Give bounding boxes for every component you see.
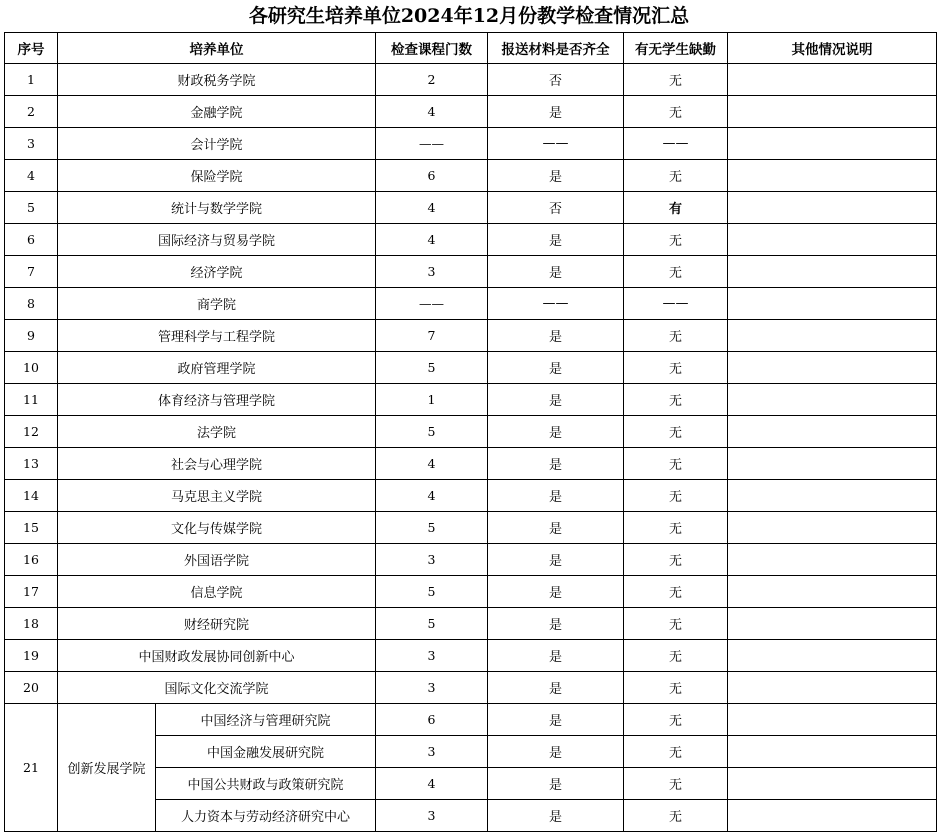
row-index: 8 xyxy=(5,288,58,320)
unit-name: 外国语学院 xyxy=(58,544,376,576)
student-absence: 无 xyxy=(624,320,728,352)
other-notes xyxy=(728,416,937,448)
other-notes xyxy=(728,480,937,512)
other-notes xyxy=(728,672,937,704)
other-notes xyxy=(728,96,937,128)
unit-name: 社会与心理学院 xyxy=(58,448,376,480)
unit-name: 马克思主义学院 xyxy=(58,480,376,512)
sub-unit-name: 中国金融发展研究院 xyxy=(156,736,376,768)
student-absence: —— xyxy=(624,128,728,160)
materials-complete: —— xyxy=(488,288,624,320)
course-count: 5 xyxy=(376,512,488,544)
table-row xyxy=(5,256,937,288)
other-notes xyxy=(728,608,937,640)
unit-name: 商学院 xyxy=(58,288,376,320)
student-absence: —— xyxy=(624,288,728,320)
course-count: 6 xyxy=(376,160,488,192)
student-absence: 无 xyxy=(624,768,728,800)
row-index: 14 xyxy=(5,480,58,512)
table-row xyxy=(5,672,937,704)
table-row xyxy=(5,576,937,608)
materials-complete: 是 xyxy=(488,448,624,480)
other-notes xyxy=(728,160,937,192)
row-index: 5 xyxy=(5,192,58,224)
course-count: —— xyxy=(376,288,488,320)
other-notes xyxy=(728,512,937,544)
materials-complete: 是 xyxy=(488,224,624,256)
row-index: 7 xyxy=(5,256,58,288)
row-index: 17 xyxy=(5,576,58,608)
unit-name: 文化与传媒学院 xyxy=(58,512,376,544)
course-count: 3 xyxy=(376,544,488,576)
unit-name: 金融学院 xyxy=(58,96,376,128)
row-index: 9 xyxy=(5,320,58,352)
student-absence: 无 xyxy=(624,384,728,416)
course-count: 3 xyxy=(376,256,488,288)
unit-name: 国际经济与贸易学院 xyxy=(58,224,376,256)
unit-name: 中国财政发展协同创新中心 xyxy=(58,640,376,672)
other-notes xyxy=(728,576,937,608)
table-row xyxy=(5,384,937,416)
table-body xyxy=(5,64,937,832)
table-row xyxy=(5,352,937,384)
student-absence: 无 xyxy=(624,480,728,512)
other-notes xyxy=(728,544,937,576)
course-count: 3 xyxy=(376,672,488,704)
materials-complete: 是 xyxy=(488,576,624,608)
row-index: 4 xyxy=(5,160,58,192)
row-index: 16 xyxy=(5,544,58,576)
student-absence: 无 xyxy=(624,448,728,480)
table-row xyxy=(5,224,937,256)
course-count: 4 xyxy=(376,192,488,224)
student-absence: 无 xyxy=(624,640,728,672)
row-index: 10 xyxy=(5,352,58,384)
course-count: 1 xyxy=(376,384,488,416)
other-notes xyxy=(728,224,937,256)
materials-complete: 是 xyxy=(488,640,624,672)
table-header-row xyxy=(5,33,937,64)
course-count: 3 xyxy=(376,640,488,672)
table-row xyxy=(5,160,937,192)
student-absence: 无 xyxy=(624,576,728,608)
header-index: 序号 xyxy=(5,33,58,64)
other-notes xyxy=(728,640,937,672)
unit-name: 法学院 xyxy=(58,416,376,448)
table-row xyxy=(5,544,937,576)
table-row xyxy=(5,512,937,544)
sub-unit-name: 中国经济与管理研究院 xyxy=(156,704,376,736)
materials-complete: 是 xyxy=(488,736,624,768)
materials-complete: 是 xyxy=(488,96,624,128)
table-row xyxy=(5,128,937,160)
table-row xyxy=(5,704,937,736)
other-notes xyxy=(728,128,937,160)
table-row xyxy=(5,608,937,640)
course-count: 5 xyxy=(376,608,488,640)
sub-unit-name: 中国公共财政与政策研究院 xyxy=(156,768,376,800)
student-absence: 无 xyxy=(624,224,728,256)
student-absence: 无 xyxy=(624,704,728,736)
row-index: 13 xyxy=(5,448,58,480)
unit-name: 体育经济与管理学院 xyxy=(58,384,376,416)
course-count: 5 xyxy=(376,352,488,384)
course-count: 5 xyxy=(376,576,488,608)
materials-complete: 是 xyxy=(488,672,624,704)
unit-name: 国际文化交流学院 xyxy=(58,672,376,704)
materials-complete: —— xyxy=(488,128,624,160)
row-index: 15 xyxy=(5,512,58,544)
materials-complete: 是 xyxy=(488,544,624,576)
materials-complete: 是 xyxy=(488,352,624,384)
header-unit: 培养单位 xyxy=(58,33,376,64)
header-notes: 其他情况说明 xyxy=(728,33,937,64)
row-index: 11 xyxy=(5,384,58,416)
student-absence: 无 xyxy=(624,64,728,96)
student-absence: 无 xyxy=(624,96,728,128)
table-row xyxy=(5,480,937,512)
course-count: —— xyxy=(376,128,488,160)
student-absence: 无 xyxy=(624,608,728,640)
materials-complete: 是 xyxy=(488,704,624,736)
other-notes xyxy=(728,448,937,480)
inspection-summary-table xyxy=(4,32,937,832)
row-index: 18 xyxy=(5,608,58,640)
student-absence: 无 xyxy=(624,160,728,192)
row-index: 12 xyxy=(5,416,58,448)
other-notes xyxy=(728,768,937,800)
materials-complete: 否 xyxy=(488,192,624,224)
table-row xyxy=(5,416,937,448)
student-absence: 有 xyxy=(624,192,728,224)
course-count: 3 xyxy=(376,800,488,832)
unit-name: 管理科学与工程学院 xyxy=(58,320,376,352)
course-count: 4 xyxy=(376,448,488,480)
row-index: 21 xyxy=(5,704,58,832)
unit-name: 经济学院 xyxy=(58,256,376,288)
materials-complete: 否 xyxy=(488,64,624,96)
other-notes xyxy=(728,736,937,768)
header-absence: 有无学生缺勤 xyxy=(624,33,728,64)
materials-complete: 是 xyxy=(488,608,624,640)
table-row xyxy=(5,64,937,96)
unit-name: 保险学院 xyxy=(58,160,376,192)
other-notes xyxy=(728,64,937,96)
materials-complete: 是 xyxy=(488,480,624,512)
student-absence: 无 xyxy=(624,672,728,704)
other-notes xyxy=(728,384,937,416)
course-count: 4 xyxy=(376,224,488,256)
row-index: 1 xyxy=(5,64,58,96)
row-index: 20 xyxy=(5,672,58,704)
row-index: 3 xyxy=(5,128,58,160)
course-count: 4 xyxy=(376,768,488,800)
student-absence: 无 xyxy=(624,736,728,768)
course-count: 6 xyxy=(376,704,488,736)
materials-complete: 是 xyxy=(488,320,624,352)
student-absence: 无 xyxy=(624,800,728,832)
materials-complete: 是 xyxy=(488,256,624,288)
course-count: 7 xyxy=(376,320,488,352)
table-row xyxy=(5,640,937,672)
other-notes xyxy=(728,192,937,224)
course-count: 3 xyxy=(376,736,488,768)
student-absence: 无 xyxy=(624,352,728,384)
row-index: 6 xyxy=(5,224,58,256)
unit-name: 信息学院 xyxy=(58,576,376,608)
other-notes xyxy=(728,320,937,352)
student-absence: 无 xyxy=(624,416,728,448)
row-index: 2 xyxy=(5,96,58,128)
table-row xyxy=(5,320,937,352)
course-count: 4 xyxy=(376,96,488,128)
table-row xyxy=(5,448,937,480)
header-courses: 检查课程门数 xyxy=(376,33,488,64)
materials-complete: 是 xyxy=(488,800,624,832)
other-notes xyxy=(728,800,937,832)
materials-complete: 是 xyxy=(488,416,624,448)
materials-complete: 是 xyxy=(488,512,624,544)
student-absence: 无 xyxy=(624,256,728,288)
unit-name: 政府管理学院 xyxy=(58,352,376,384)
other-notes xyxy=(728,256,937,288)
student-absence: 无 xyxy=(624,544,728,576)
unit-name: 会计学院 xyxy=(58,128,376,160)
table-row xyxy=(5,288,937,320)
parent-unit-name: 创新发展学院 xyxy=(58,704,156,832)
student-absence: 无 xyxy=(624,512,728,544)
unit-name: 统计与数学学院 xyxy=(58,192,376,224)
other-notes xyxy=(728,288,937,320)
materials-complete: 是 xyxy=(488,160,624,192)
table-row xyxy=(5,192,937,224)
materials-complete: 是 xyxy=(488,384,624,416)
sub-unit-name: 人力资本与劳动经济研究中心 xyxy=(156,800,376,832)
other-notes xyxy=(728,704,937,736)
table-row xyxy=(5,96,937,128)
header-materials: 报送材料是否齐全 xyxy=(488,33,624,64)
unit-name: 财经研究院 xyxy=(58,608,376,640)
course-count: 5 xyxy=(376,416,488,448)
course-count: 2 xyxy=(376,64,488,96)
unit-name: 财政税务学院 xyxy=(58,64,376,96)
page-title: 各研究生培养单位2024年12月份教学检查情况汇总 xyxy=(248,5,690,27)
other-notes xyxy=(728,352,937,384)
row-index: 19 xyxy=(5,640,58,672)
course-count: 4 xyxy=(376,480,488,512)
materials-complete: 是 xyxy=(488,768,624,800)
